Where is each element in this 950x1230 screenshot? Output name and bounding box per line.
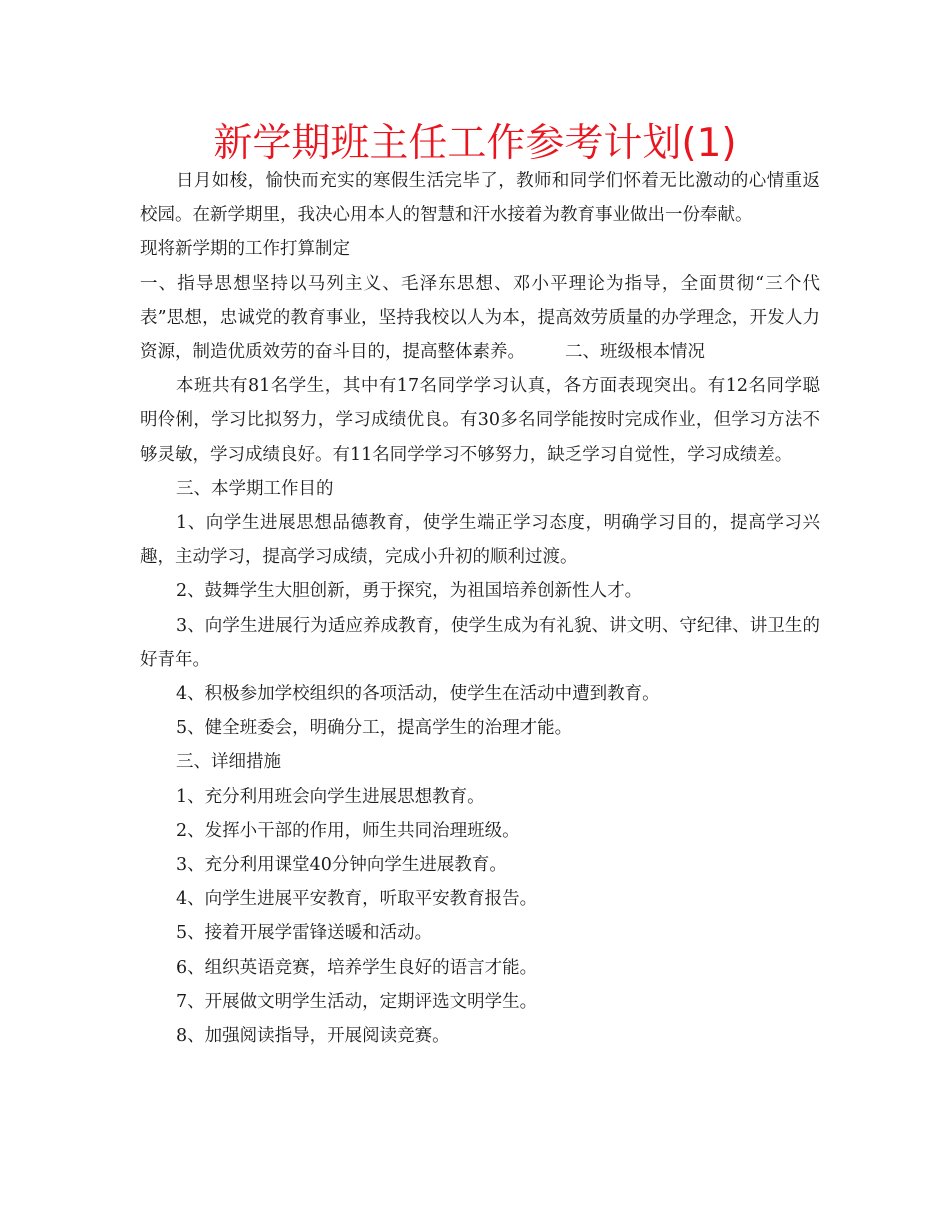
goal-item: 4、积极参加学校组织的各项活动，使学生在活动中遭到教育。 <box>176 684 660 705</box>
guiding-thought-text: 一、指导思想坚持以马列主义、毛泽东思想、邓小平理论为指导，全面贯彻“三个代表”思想，忠诚党的教育事业，坚持我校以人为本，提高效劳质量的办学理念，开发人力资源，制造优质效劳的奋斗目的，提高整体素养。 <box>140 273 820 363</box>
measure-item: 1、充分利用班会向学生进展思想教育。 <box>176 786 485 807</box>
goal-item: 3、向学生进展行为适应养成教育，使学生成为有礼貌、讲文明、守纪律、讲卫生的好青年。 <box>140 615 820 670</box>
goal-item: 1、向学生进展思想品德教育，使学生端正学习态度，明确学习目的，提高学习兴趣，主动学习，提高学习成绩，完成小升初的顺利过渡。 <box>140 513 820 568</box>
paragraph-plan-lead: 现将新学期的工作打算制定 <box>140 239 350 260</box>
measure-item: 4、向学生进展平安教育，听取平安教育报告。 <box>176 889 538 910</box>
section-heading-measures: 三、详细措施 <box>176 752 281 773</box>
page-title: 新学期班主任工作参考计划(1) <box>213 121 737 166</box>
paragraph-intro: 日月如梭，愉快而充实的寒假生活完毕了，教师和同学们怀着无比激动的心情重返校园。在新学期里，我决心用本人的智慧和汗水接着为教育事业做出一份奉献。 <box>140 171 820 226</box>
goal-item: 5、健全班委会，明确分工，提高学生的治理才能。 <box>176 718 573 739</box>
paragraph-class-status: 本班共有81名学生，其中有17名同学学习认真，各方面表现突出。有12名同学聪明伶俐，学习比拟努力，学习成绩优良。有30多名同学能按时完成作业，但学习方法不够灵敏，学习成绩良好。有11名同学学习不够努力，缺乏学习自觉性，学习成绩差。 <box>140 376 820 465</box>
goal-item: 2、鼓舞学生大胆创新，勇于探究，为祖国培养创新性人才。 <box>176 581 643 602</box>
measure-item: 3、充分利用课堂40分钟向学生进展教育。 <box>176 855 507 876</box>
measure-item: 2、发挥小干部的作用，师生共同治理班级。 <box>176 820 520 841</box>
paragraph-guiding-thought <box>140 267 820 370</box>
measure-item: 5、接着开展学雷锋送暖和活动。 <box>176 923 433 944</box>
section-heading-class-status: 二、班级根本情况 <box>565 342 705 363</box>
document-body <box>140 164 820 1053</box>
measure-item: 6、组织英语竞赛，培养学生良好的语言才能。 <box>176 957 538 978</box>
measure-item: 7、开展做文明学生活动，定期评选文明学生。 <box>176 991 538 1012</box>
section-heading-goals: 三、本学期工作目的 <box>176 478 334 499</box>
measure-item: 8、加强阅读指导，开展阅读竞赛。 <box>176 1026 450 1047</box>
